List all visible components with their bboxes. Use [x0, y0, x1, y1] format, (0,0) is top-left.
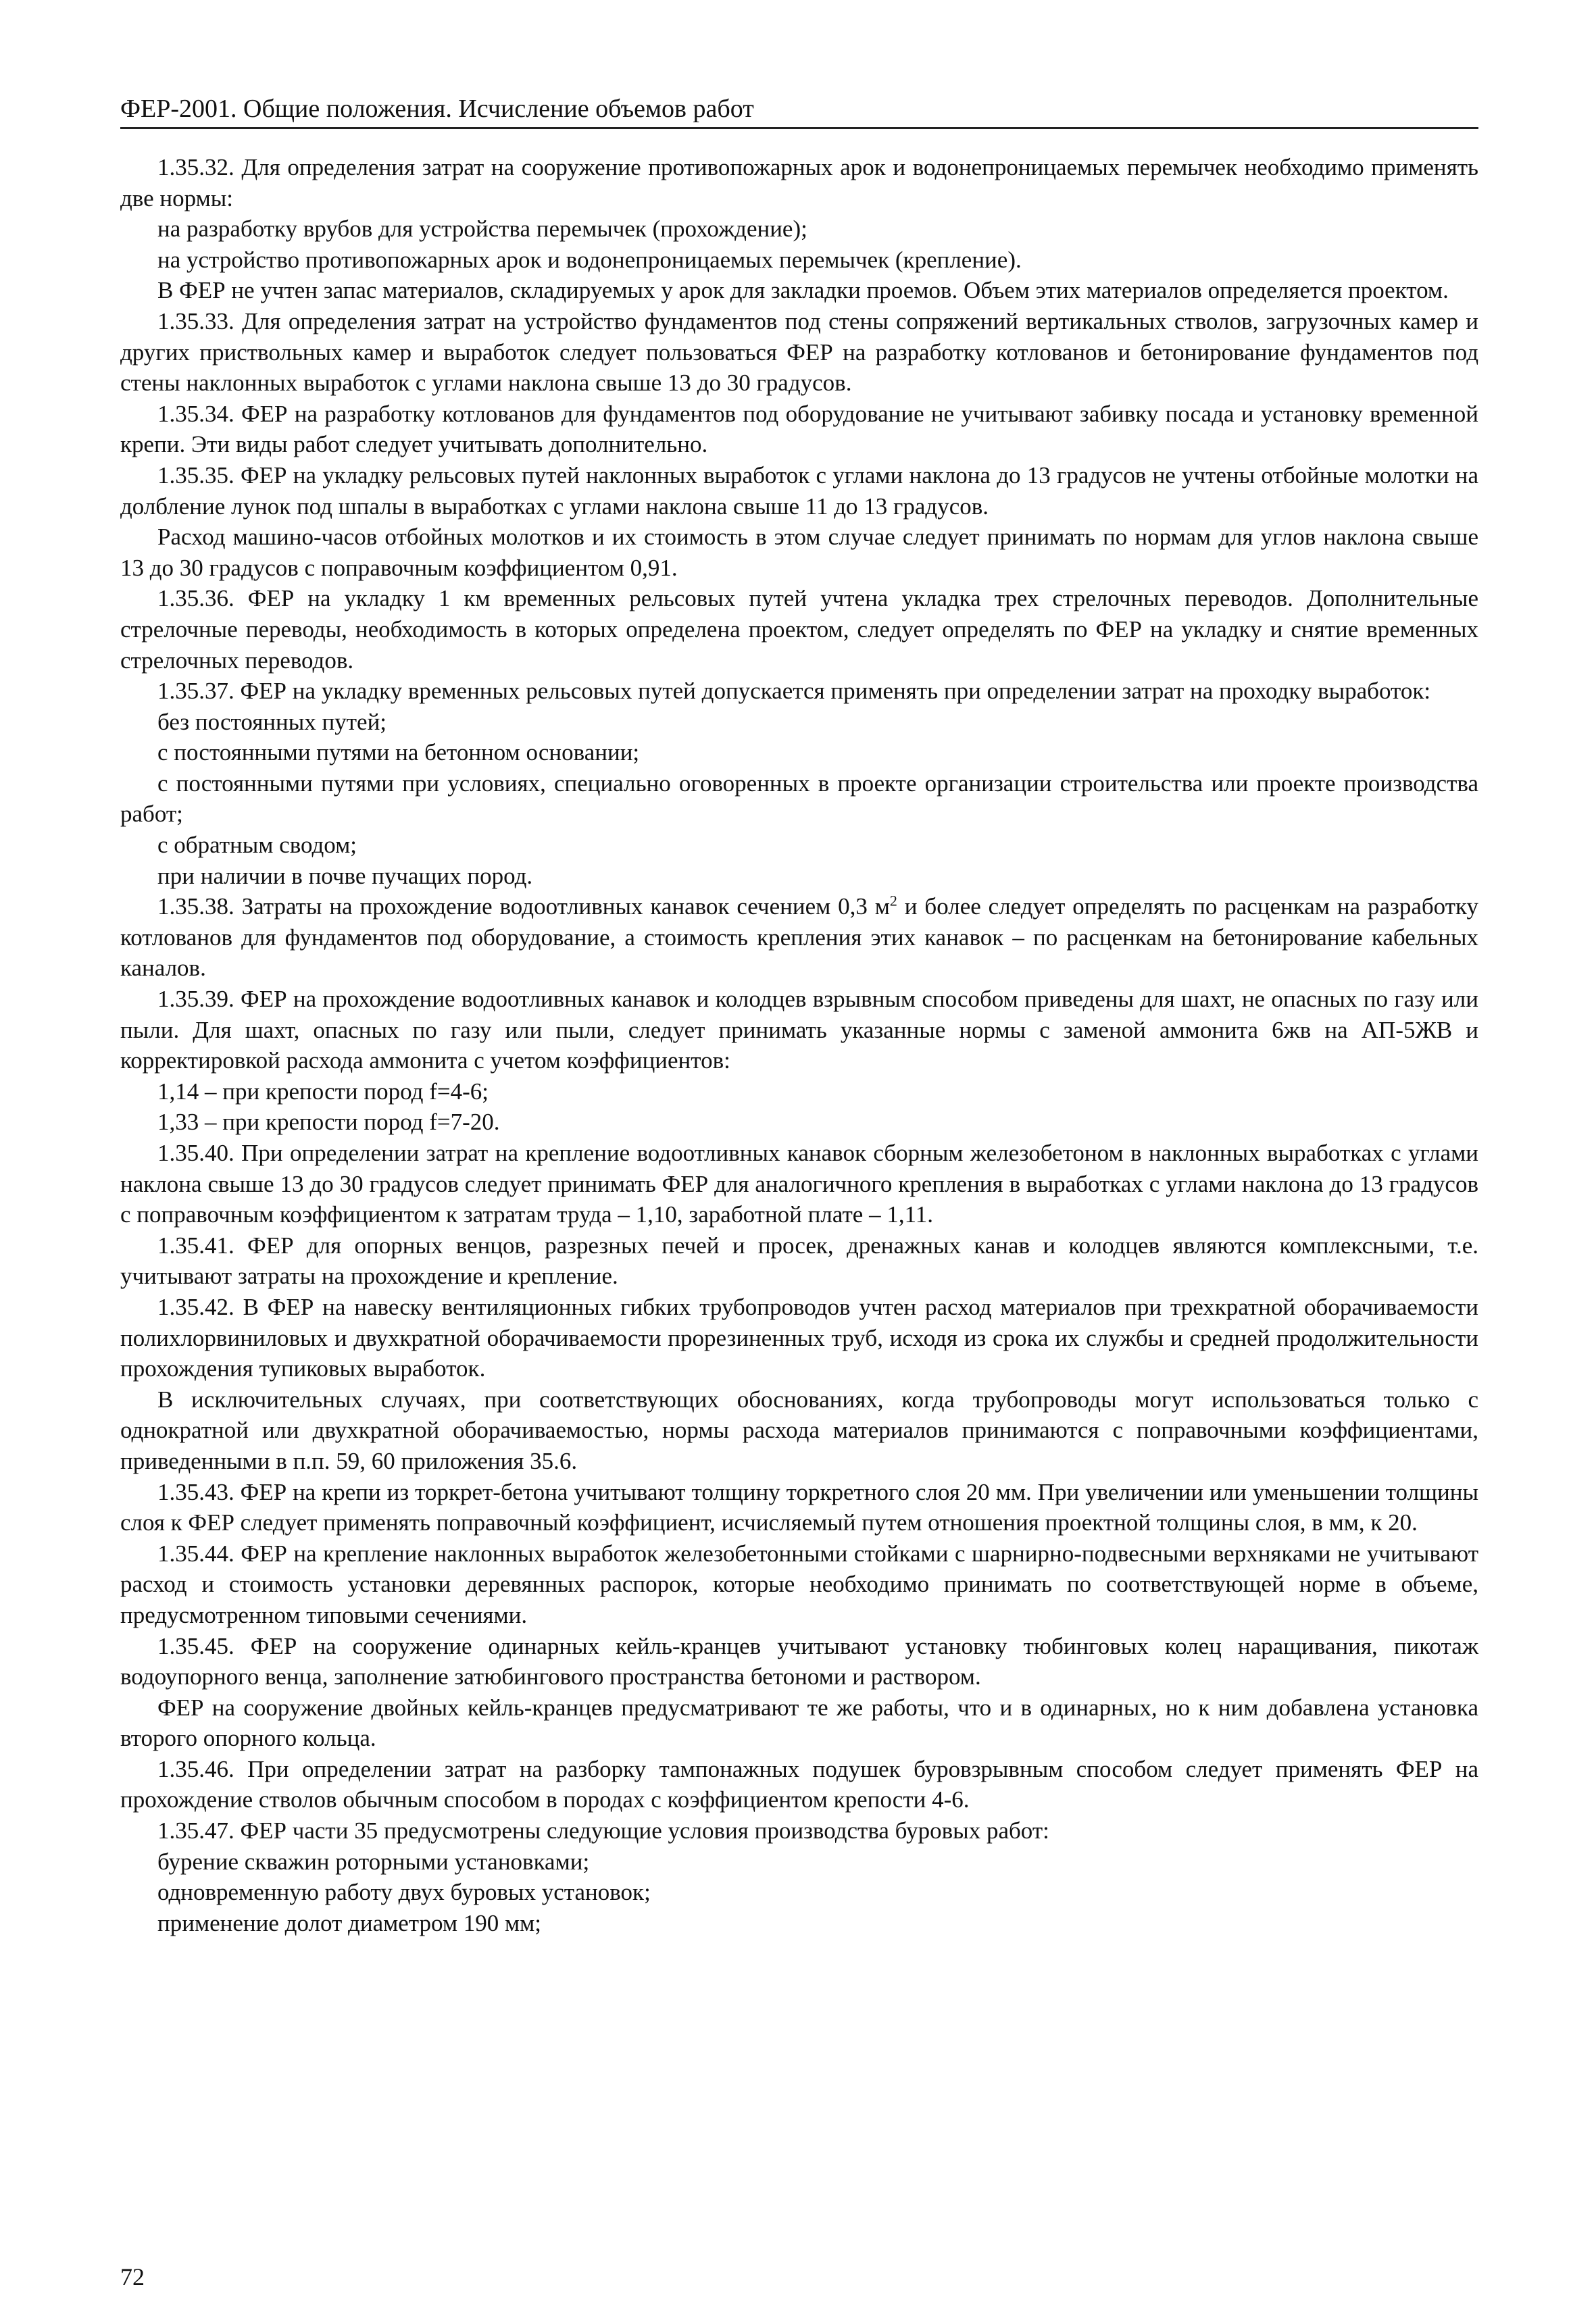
- paragraph: 1.35.37. ФЕР на укладку временных рельсовых путей допускается применять при определении затрат на проходку выработок:: [157, 678, 1431, 705]
- paragraph: при наличии в почве пучащих пород.: [157, 862, 533, 889]
- superscript: 2: [889, 892, 897, 909]
- page-header: ФЕР-2001. Общие положения. Исчисление объемов работ: [120, 93, 1478, 129]
- paragraph: 1.35.35. ФЕР на укладку рельсовых путей наклонных выработок с углами наклона до 13 градусов не учтены отбойные молотки на долбление лунок под шпалы в выработках с углами наклона свыше 11 до 13 градусов.: [120, 461, 1478, 520]
- paragraph: 1.35.41. ФЕР для опорных венцов, разрезных печей и просек, дренажных канав и колодцев являются комплексными, т.е. учитывают затраты на прохождение и крепление.: [120, 1232, 1478, 1290]
- paragraph: с постоянными путями при условиях, специально оговоренных в проекте организации строительства или проекте производства работ;: [120, 770, 1478, 828]
- paragraph: 1.35.44. ФЕР на крепление наклонных выработок железобетонными стойками с шарнирно-подвесными верхняками не учитывают расход и стоимость установки деревянных распорок, которые необходимо принимать по соответствующей норме в объеме, предусмотренном типовыми сечениями.: [120, 1540, 1478, 1628]
- paragraph: применение долот диаметром 190 мм;: [157, 1909, 542, 1936]
- page-number: 72: [120, 2263, 145, 2290]
- paragraph: 1.35.46. При определении затрат на разборку тампонажных подушек буровзрывным способом следует применять ФЕР на прохождение стволов обычным способом в породах с коэффициентом крепости 4-6.: [120, 1755, 1478, 1813]
- paragraph: одновременную работу двух буровых установок;: [157, 1879, 651, 1906]
- paragraph: на разработку врубов для устройства перемычек (прохождение);: [157, 216, 807, 243]
- paragraph: без постоянных путей;: [157, 708, 387, 735]
- paragraph-text: и более следует определять по расценкам на разработку котлованов для фундаментов под оборудование, а стоимость крепления этих канавок – по расценкам на бетонирование кабельных каналов.: [120, 893, 1478, 982]
- paragraph: 1.35.39. ФЕР на прохождение водоотливных канавок и колодцев взрывным способом приведены для шахт, не опасных по газу или пыли. Для шахт, опасных по газу или пыли, следует принимать указанные нормы с заменой аммонита 6жв на АП-5ЖВ и корректировкой расхода аммонита с учетом коэффициентов:: [120, 986, 1478, 1074]
- paragraph: 1.35.45. ФЕР на сооружение одинарных кейль-кранцев учитывают установку тюбинговых колец наращивания, пикотаж водоупорного венца, заполнение затюбингового пространства бетономи и раствором.: [120, 1632, 1478, 1690]
- paragraph: 1.35.34. ФЕР на разработку котлованов для фундаментов под оборудование не учитывают забивку посада и установку временной крепи. Эти виды работ следует учитывать дополнительно.: [120, 400, 1478, 458]
- paragraph: Расход машино-часов отбойных молотков и их стоимость в этом случае следует принимать по нормам для углов наклона свыше 13 до 30 градусов с поправочным коэффициентом 0,91.: [120, 524, 1478, 581]
- paragraph: 1.35.36. ФЕР на укладку 1 км временных рельсовых путей учтена укладка трех стрелочных переводов. Дополнительные стрелочные переводы, необходимость в которых определена проектом, следует определять по ФЕР на укладку и снятие временных стрелочных переводов.: [120, 585, 1478, 674]
- paragraph: с постоянными путями на бетонном основании;: [157, 739, 640, 766]
- paragraph: на устройство противопожарных арок и водонепроницаемых перемычек (крепление).: [157, 246, 1022, 273]
- paragraph: 1,33 – при крепости пород f=7-20.: [157, 1109, 500, 1136]
- paragraph: ФЕР на сооружение двойных кейль-кранцев предусматривают те же работы, что и в одинарных, но к ним добавлена установка второго опорного кольца.: [120, 1694, 1478, 1752]
- paragraph: 1.35.47. ФЕР части 35 предусмотрены следующие условия производства буровых работ:: [157, 1817, 1049, 1844]
- paragraph: 1.35.33. Для определения затрат на устройство фундаментов под стены сопряжений вертикальных стволов, загрузочных камер и других приствольных камер и выработок следует пользоваться ФЕР на разработку котлованов и бетонирование фундаментов под стены наклонных выработок с углами наклона свыше 13 до 30 градусов.: [120, 307, 1478, 397]
- paragraph: 1.35.40. При определении затрат на крепление водоотливных канавок сборным железобетоном в наклонных выработках с углами наклона свыше 13 до 30 градусов следует принимать ФЕР для аналогичного крепления в выработках с углами наклона до 13 градусов с поправочным коэффициентом к затратам труда – 1,10, заработной плате – 1,11.: [120, 1140, 1478, 1228]
- paragraph: 1.35.42. В ФЕР на навеску вентиляционных гибких трубопроводов учтен расход материалов при трехкратной оборачиваемости полихлорвиниловых и двухкратной оборачиваемости прорезиненных труб, исходя из срока их службы и средней продолжительности прохождения тупиковых выработок.: [120, 1293, 1478, 1382]
- paragraph-text: 1.35.38. Затраты на прохождение водоотливных канавок сечением 0,3 м: [157, 893, 890, 920]
- paragraph: В исключительных случаях, при соответствующих обоснованиях, когда трубопроводы могут использоваться только с однократной или двухкратной оборачиваемостью, нормы расхода материалов принимаются с поправочными коэффициентами, приведенными в п.п. 59, 60 приложения 35.6.: [120, 1386, 1478, 1474]
- paragraph: В ФЕР не учтен запас материалов, складируемых у арок для закладки проемов. Объем этих материалов определяется проектом.: [157, 277, 1449, 304]
- paragraph: бурение скважин роторными установками;: [157, 1848, 590, 1875]
- paragraph-1-35-38: [120, 891, 1478, 984]
- paragraph: 1,14 – при крепости пород f=4-6;: [157, 1078, 489, 1105]
- page-content: [120, 152, 1478, 1938]
- paragraph: 1.35.32. Для определения затрат на сооружение противопожарных арок и водонепроницаемых перемычек необходимо применять две нормы:: [120, 154, 1478, 211]
- paragraph: с обратным сводом;: [157, 832, 357, 859]
- paragraph: 1.35.43. ФЕР на крепи из торкрет-бетона учитывают толщину торкретного слоя 20 мм. При увеличении или уменьшении толщины слоя к ФЕР следует применять поправочный коэффициент, исчисляемый путем отношения проектной толщины слоя, в мм, к 20.: [120, 1478, 1478, 1536]
